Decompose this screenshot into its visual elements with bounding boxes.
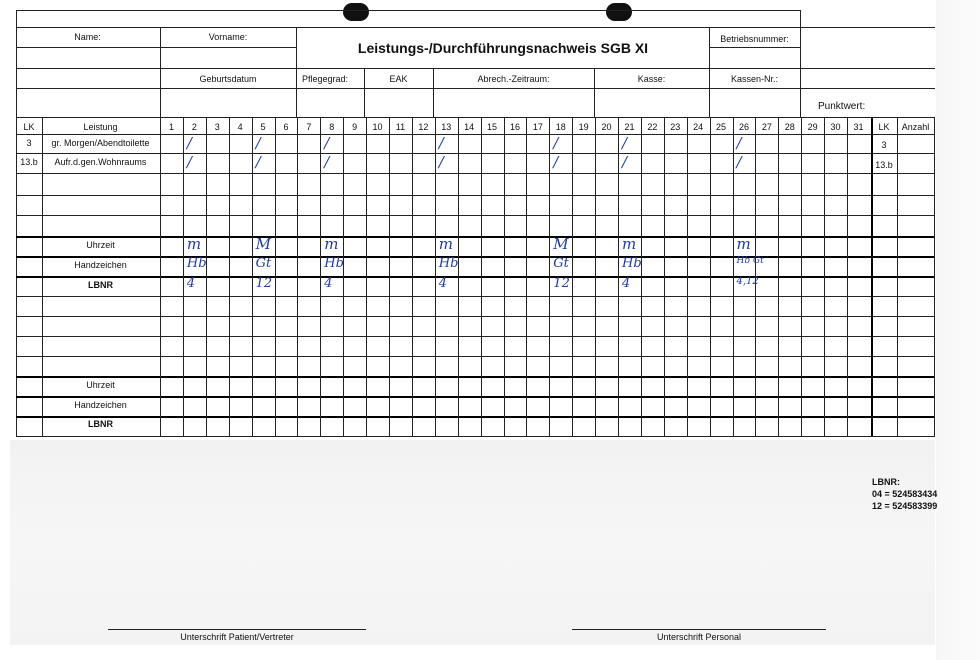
- tick-mark: /: [324, 153, 330, 171]
- tick-mark: /: [553, 153, 559, 171]
- grid-line: [847, 117, 848, 436]
- paper-edge: [936, 0, 980, 660]
- anzahl-header: Anzahl: [901, 122, 930, 132]
- grid-line: [458, 117, 459, 436]
- tick-mark: /: [736, 134, 742, 152]
- handzeichen-label: Handzeichen: [74, 260, 127, 270]
- summary-lk-header: LK: [878, 122, 890, 132]
- day-header: 13: [441, 122, 452, 132]
- name-label: Name:: [74, 32, 101, 42]
- tick-mark: /: [324, 134, 330, 152]
- grid-line: [16, 134, 935, 135]
- uhrzeit-entry: m: [438, 235, 454, 253]
- grid-line: [572, 117, 573, 436]
- tick-mark: /: [622, 134, 628, 152]
- eak-label: EAK: [389, 74, 408, 84]
- uhrzeit-entry: m: [622, 235, 637, 253]
- tick-mark: /: [736, 153, 742, 171]
- grid-line: [800, 10, 801, 118]
- grid-line: [206, 117, 207, 436]
- grid-line: [343, 117, 344, 436]
- lbnr-entry: 4: [186, 276, 196, 291]
- grid-line: [16, 276, 935, 278]
- punch-hole: [343, 3, 369, 21]
- punch-hole: [606, 3, 632, 21]
- row-summary-lk: 13.b: [875, 160, 893, 170]
- uhrzeit-entry: M: [255, 235, 271, 253]
- day-header: 31: [853, 122, 864, 132]
- uhrzeit-entry: M: [553, 235, 569, 253]
- grid-line: [526, 117, 527, 436]
- grid-line: [16, 316, 935, 317]
- grid-line: [710, 117, 711, 436]
- vorname-label: Vorname:: [208, 32, 248, 42]
- day-header: 28: [784, 122, 795, 132]
- pflegegrad-label: Pflegegrad:: [302, 74, 349, 84]
- day-header: 11: [395, 122, 406, 132]
- lbnr-note-line: 04 = 524583434: [872, 489, 938, 499]
- grid-line: [16, 68, 935, 69]
- grid-line: [664, 117, 665, 436]
- grid-line: [16, 173, 935, 174]
- grid-line: [16, 356, 935, 357]
- grid-line: [16, 236, 935, 238]
- day-header: 8: [329, 122, 335, 132]
- handzeichen-entry: Gt: [255, 256, 272, 271]
- grid-line: [687, 117, 688, 436]
- lbnr-note: [872, 476, 937, 512]
- day-header: 23: [670, 122, 681, 132]
- grid-line: [433, 68, 434, 117]
- faded-lower-area: [10, 440, 938, 645]
- day-header: 22: [647, 122, 658, 132]
- day-header: 27: [761, 122, 772, 132]
- grid-line: [160, 117, 161, 436]
- geburtsdatum-label: Geburtsdatum: [199, 74, 257, 84]
- day-header: 30: [830, 122, 841, 132]
- handzeichen-entry: Hb: [324, 256, 344, 271]
- day-header: 25: [716, 122, 727, 132]
- lbnr-entry: 4,12: [736, 276, 759, 287]
- signature-personal-label: Unterschrift Personal: [656, 632, 742, 642]
- tick-mark: /: [438, 153, 444, 171]
- row-leistung: gr. Morgen/Abendtoilette: [51, 138, 150, 148]
- lbnr-label: LBNR: [88, 419, 113, 429]
- lbnr-label: LBNR: [88, 280, 113, 290]
- day-header: 26: [738, 122, 749, 132]
- grid-line: [435, 117, 436, 436]
- tick-mark: /: [186, 153, 192, 171]
- grid-line: [16, 10, 800, 11]
- grid-line: [389, 117, 390, 436]
- lbnr-note-line: 12 = 524583399: [872, 501, 938, 511]
- grid-line: [320, 117, 321, 436]
- tick-mark: /: [255, 153, 261, 171]
- grid-line: [16, 195, 935, 196]
- grid-line: [183, 117, 184, 436]
- grid-line: [16, 396, 935, 398]
- grid-line: [549, 117, 550, 436]
- day-header: 4: [237, 122, 243, 132]
- day-header: 20: [601, 122, 612, 132]
- lbnr-entry: 4: [622, 276, 631, 291]
- row-summary-lk: 3: [881, 140, 887, 150]
- day-header: 2: [191, 122, 197, 132]
- grid-line: [16, 117, 935, 118]
- lbnr-entry: 4: [324, 276, 333, 291]
- row-lk: 3: [26, 138, 32, 148]
- row-lk: 13.b: [20, 157, 38, 167]
- abrechnungszeitraum-label: Abrech.-Zeitraum:: [477, 74, 550, 84]
- grid-line: [229, 117, 230, 436]
- signature-line-personal: [572, 629, 826, 630]
- grid-line: [16, 376, 935, 378]
- signature-patient-label: Unterschrift Patient/Vertreter: [180, 632, 294, 642]
- day-header: 1: [168, 122, 174, 132]
- lbnr-entry: 4: [438, 276, 448, 291]
- grid-line: [504, 117, 505, 436]
- grid-line: [16, 296, 935, 297]
- signature-line-patient: [108, 629, 366, 630]
- grid-line: [16, 215, 935, 216]
- grid-line: [16, 153, 935, 154]
- day-header: 10: [372, 122, 383, 132]
- day-header: 29: [807, 122, 818, 132]
- grid-line: [16, 47, 296, 48]
- grid-line: [42, 117, 43, 436]
- day-header: 7: [306, 122, 312, 132]
- day-header: 14: [464, 122, 475, 132]
- grid-line: [297, 117, 298, 436]
- uhrzeit-entry: m: [324, 235, 339, 253]
- betriebsnummer-label: Betriebsnummer:: [720, 34, 789, 44]
- grid-line: [16, 10, 17, 436]
- grid-line: [16, 88, 935, 89]
- day-header: 5: [260, 122, 266, 132]
- row-leistung: Aufr.d.gen.Wohnraums: [54, 157, 147, 167]
- tick-mark: /: [186, 134, 192, 152]
- grid-line: [16, 416, 935, 418]
- grid-line: [16, 436, 935, 437]
- day-header: 18: [555, 122, 566, 132]
- day-header: 19: [578, 122, 589, 132]
- lbnr-entry: 12: [553, 276, 570, 291]
- grid-line: [618, 117, 619, 436]
- tick-mark: /: [255, 134, 261, 152]
- day-header: 21: [624, 122, 635, 132]
- grid-line: [252, 117, 253, 436]
- lk-header: LK: [23, 122, 35, 132]
- handzeichen-entry: Hb: [438, 256, 459, 271]
- grid-line: [934, 117, 935, 436]
- uhrzeit-entry: m: [186, 235, 202, 253]
- grid-line: [594, 68, 595, 117]
- grid-line: [364, 68, 365, 117]
- grid-line: [709, 47, 800, 48]
- punktwert-label: Punktwert:: [818, 101, 866, 112]
- grid-line: [801, 117, 802, 436]
- day-header: 3: [214, 122, 220, 132]
- grid-line: [296, 27, 297, 117]
- lbnr-note-title: LBNR:: [872, 477, 900, 487]
- day-header: 12: [418, 122, 429, 132]
- grid-line: [412, 117, 413, 436]
- grid-line: [733, 117, 734, 436]
- handzeichen-entry: Hb: [186, 256, 207, 271]
- day-header: 16: [509, 122, 520, 132]
- grid-line: [595, 117, 596, 436]
- leistung-header: Leistung: [83, 122, 118, 132]
- grid-line: [778, 117, 779, 436]
- handzeichen-entry: Gt: [553, 256, 569, 271]
- day-header: 6: [283, 122, 289, 132]
- tick-mark: /: [622, 153, 628, 171]
- day-header: 15: [487, 122, 498, 132]
- grid-line: [824, 117, 825, 436]
- lbnr-entry: 12: [255, 276, 273, 291]
- uhrzeit-label: Uhrzeit: [86, 240, 115, 250]
- kasse-label: Kasse:: [637, 74, 666, 84]
- grid-line: [366, 117, 367, 436]
- grid-line: [16, 336, 935, 337]
- grid-line: [897, 117, 898, 436]
- tick-mark: /: [553, 134, 559, 152]
- uhrzeit-entry: m: [736, 235, 751, 253]
- handzeichen-label: Handzeichen: [74, 400, 127, 410]
- uhrzeit-label: Uhrzeit: [86, 380, 115, 390]
- grid-line: [160, 27, 161, 117]
- grid-line: [709, 27, 710, 117]
- grid-line: [871, 117, 873, 436]
- grid-line: [275, 117, 276, 436]
- grid-line: [481, 117, 482, 436]
- handzeichen-entry: Hb Gt: [736, 256, 764, 266]
- day-header: 24: [693, 122, 704, 132]
- kassennr-label: Kassen-Nr.:: [730, 74, 779, 84]
- grid-line: [16, 27, 935, 28]
- day-header: 17: [532, 122, 543, 132]
- handzeichen-entry: Hb: [622, 256, 642, 271]
- grid-line: [641, 117, 642, 436]
- day-header: 9: [352, 122, 358, 132]
- tick-mark: /: [438, 134, 444, 152]
- form-title: Leistungs-/Durchführungsnachweis SGB XI: [357, 40, 649, 56]
- grid-line: [16, 256, 935, 258]
